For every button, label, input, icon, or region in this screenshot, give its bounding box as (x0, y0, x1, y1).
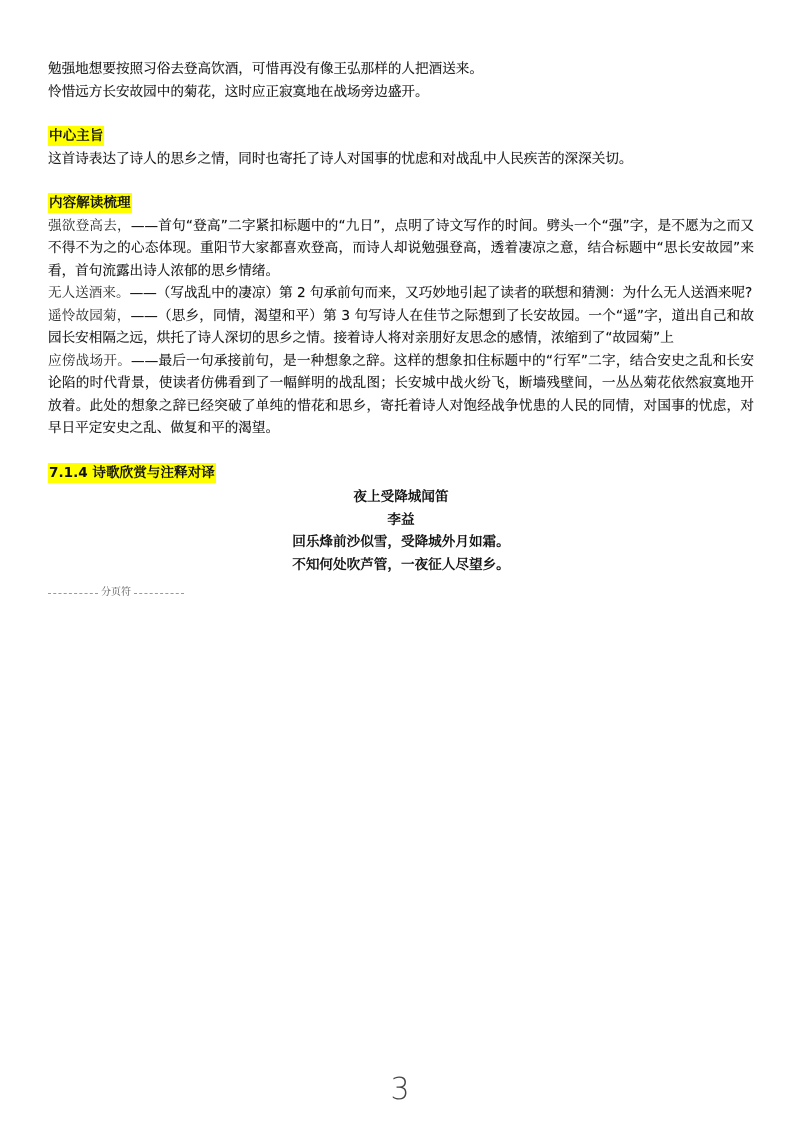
dashed-line (134, 593, 184, 594)
poem-title: 夜上受降城闻笛 (353, 489, 449, 505)
analysis-item-text: ——首句“登高”二字紧扣标题中的“九日”，点明了诗文写作的时间。劈头一个“强”字，是不愿为之而又不得不为之的心态体现。重阳节大家都喜欢登高，而诗人却说勉强登高，透着凄凉之意，结合标题中“思长安故园”来看，首句流露出诗人浓郁的思乡情绪。 (48, 217, 754, 279)
analysis-item-4 (48, 350, 754, 440)
poem-section (48, 462, 754, 577)
analysis-item-3 (48, 305, 754, 350)
poem-block (48, 486, 754, 576)
page-break-label: 分页符 (101, 587, 131, 598)
poem-section-heading: 7.1.4 诗歌欣赏与注释对译 (49, 464, 215, 481)
analysis-item-lead: 遥怜故园菊， (48, 307, 131, 324)
poem-line-2: 不知何处吹芦管，一夜征人尽望乡。 (292, 556, 510, 573)
intro-line-2: 怜惜远方长安故园中的菊花，这时应正寂寞地在战场旁边盛开。 (48, 83, 429, 100)
analysis-heading: 内容解读梳理 (49, 195, 131, 211)
page-break-marker (48, 582, 184, 605)
poem-author: 李益 (387, 511, 415, 528)
analysis-item-lead: 应傍战场开。 (48, 352, 132, 369)
poem-line-1: 回乐烽前沙似雪，受降城外月如霜。 (292, 534, 510, 550)
spacer (48, 440, 754, 462)
theme-heading: 中心主旨 (49, 128, 104, 144)
analysis-item-lead: 强欲登高去， (48, 217, 131, 234)
analysis-item-text: ——最后一句承接前句，是一种想象之辞。这样的想象扣住标题中的“行军”二字，结合安史之乱和长安论陷的时代背景，使读者仿佛看到了一幅鲜明的战乱图；长安城中战火纷飞，断墙残壁间，一丛丛菊花依然寂寞地开放着。此处的想象之辞已经突破了单纯的惜花和思乡，寄托着诗人对饱经战争忧患的人民的同情，对国事的忧虑，对早日平定安史之乱、做复和平的渴望。 (48, 352, 754, 436)
dashed-line (48, 593, 98, 594)
document-page (48, 58, 754, 605)
theme-text: 这首诗表达了诗人的思乡之情，同时也寄托了诗人对国事的忧虑和对战乱中人民疾苦的深深关切。 (48, 150, 633, 167)
analysis-item-text: ——（写战乱中的凄凉）第 2 句承前句而来，又巧妙地引起了读者的联想和猜测：为什么无人送酒来呢? (129, 285, 753, 301)
analysis-item-2 (48, 282, 754, 305)
analysis-item-lead: 无人送酒来。 (48, 285, 130, 301)
intro-line-1: 勉强地想要按照习俗去登高饮酒，可惜再没有像王弘那样的人把酒送来。 (48, 61, 483, 77)
spacer (48, 170, 754, 192)
spacer (48, 103, 754, 125)
theme-section (48, 125, 754, 170)
analysis-item-1 (48, 215, 754, 283)
analysis-item-text: ——（思乡，同情，渴望和平）第 3 句写诗人在佳节之际想到了长安故园。一个“遥”字，道出自己和故园长安相隔之远，烘托了诗人深切的思乡之情。接着诗人将对亲朋好友思念的感情，浓缩到了“故园菊”上 (48, 307, 755, 346)
page-number: 3 (390, 1072, 410, 1107)
analysis-section (48, 192, 754, 440)
